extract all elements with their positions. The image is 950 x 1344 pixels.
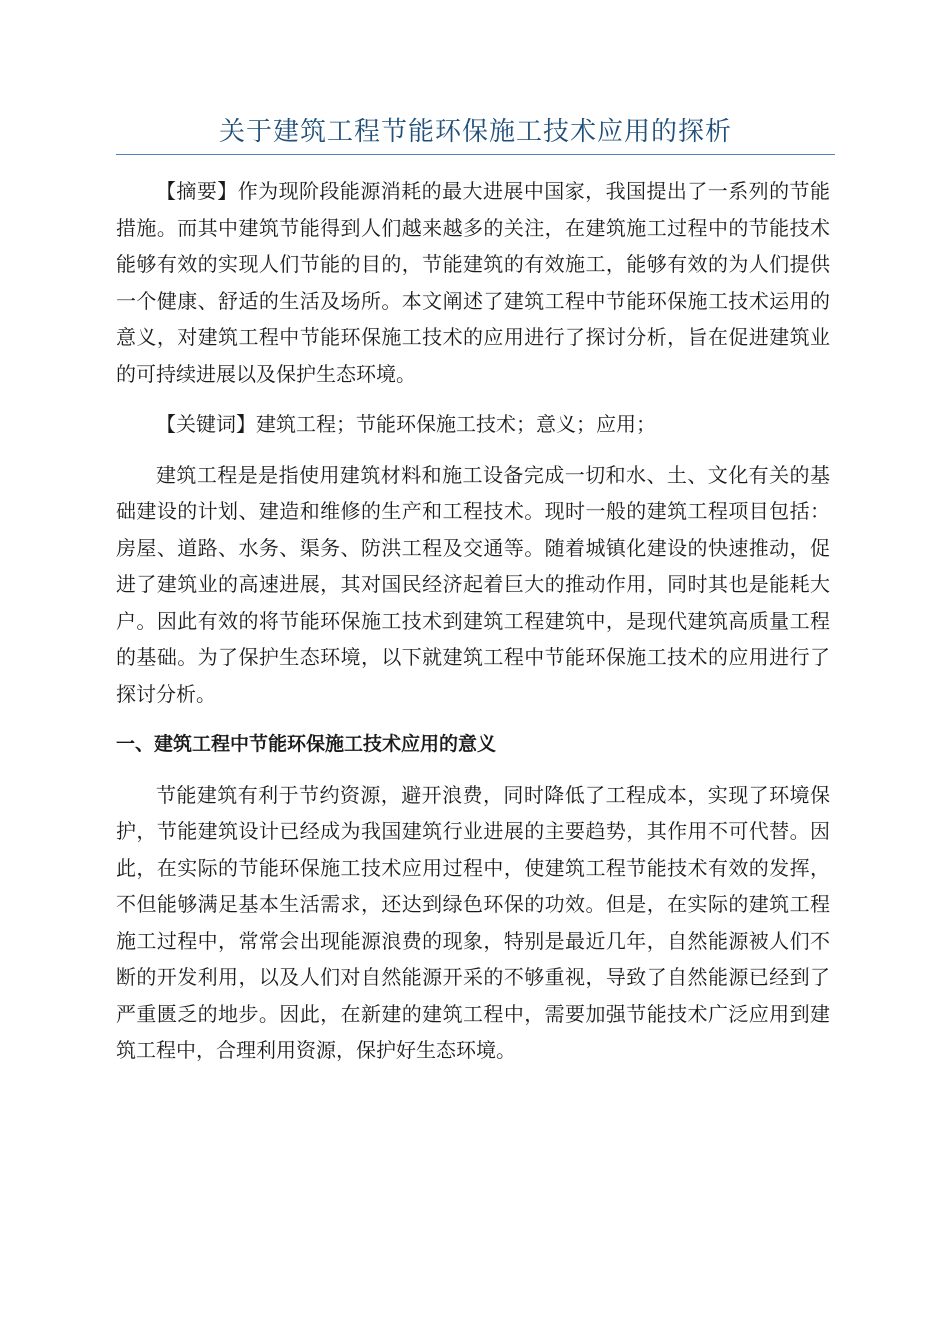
section-heading: 一、建筑工程中节能环保施工技术应用的意义: [116, 733, 497, 755]
keywords-paragraph: 【关键词】建筑工程；节能环保施工技术；意义；应用；: [156, 412, 656, 436]
title-underline: [116, 154, 835, 155]
section-paragraph: 节能建筑有利于节约资源，避开浪费，同时降低了工程成本，实现了环境保护，节能建筑设计已经成为我国建筑行业进展的主要趋势，其作用不可代替。因此，在实际的节能环保施工技术应用过程中，使建筑工程节能技术有效的发挥，不但能够满足基本生活需求，还达到绿色环保的功效。但是，在实际的建筑工程施工过程中，常常会出现能源浪费的现象，特别是最近几年，自然能源被人们不断的开发利用，以及人们对自然能源开采的不够重视，导致了自然能源已经到了严重匮乏的地步。因此，在新建的建筑工程中，需要加强节能技术广泛应用到建筑工程中，合理利用资源，保护好生态环境。: [116, 782, 830, 1062]
document-title: 关于建筑工程节能环保施工技术应用的探析: [218, 117, 732, 147]
document-body: [116, 173, 830, 1069]
abstract-paragraph: 【摘要】作为现阶段能源消耗的最大进展中国家，我国提出了一系列的节能措施。而其中建筑节能得到人们越来越多的关注，在建筑施工过程中的节能技术能够有效的实现人们节能的目的，节能建筑的有效施工，能够有效的为人们提供一个健康、舒适的生活及场所。本文阐述了建筑工程中节能环保施工技术运用的意义，对建筑工程中节能环保施工技术的应用进行了探讨分析，旨在促进建筑业的可持续进展以及保护生态环境。: [116, 179, 830, 386]
intro-paragraph: 建筑工程是是指使用建筑材料和施工设备完成一切和水、土、文化有关的基础建设的计划、建造和维修的生产和工程技术。现时一般的建筑工程项目包括：房屋、道路、水务、渠务、防洪工程及交通等。随着城镇化建设的快速推动，促进了建筑业的高速进展，其对国民经济起着巨大的推动作用，同时其也是能耗大户。因此有效的将节能环保施工技术到建筑工程建筑中，是现代建筑高质量工程的基础。为了保护生态环境，以下就建筑工程中节能环保施工技术的应用进行了探讨分析。: [116, 462, 830, 706]
